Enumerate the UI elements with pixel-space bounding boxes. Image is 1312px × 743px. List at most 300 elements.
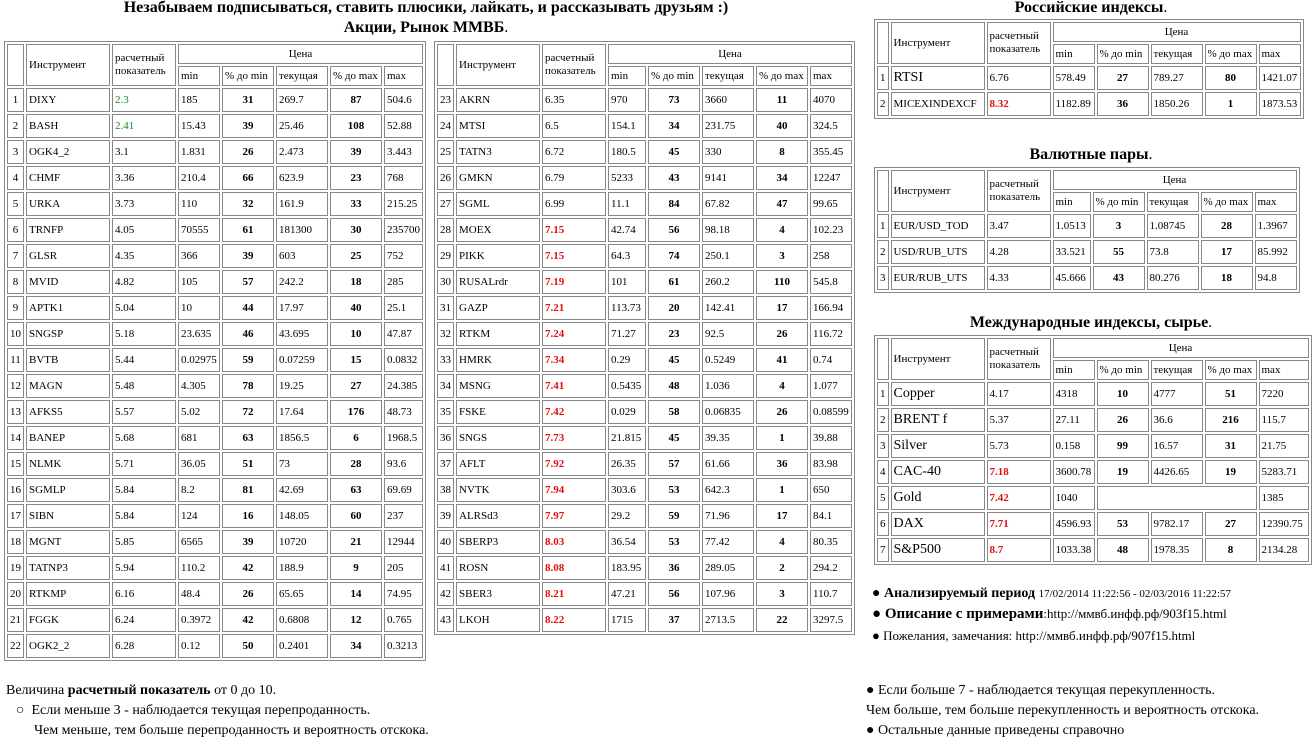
table-row	[877, 538, 1309, 562]
stocks-table-mid	[434, 41, 855, 635]
fx-title	[872, 146, 1310, 164]
row-number: 2	[877, 92, 889, 116]
header-min: min	[1053, 44, 1095, 64]
instrument-name: TRNFP	[26, 218, 110, 242]
current-value: 98.18	[702, 218, 754, 242]
table-row	[7, 140, 423, 164]
max-value: 258	[810, 244, 852, 268]
pct-to-max: 41	[756, 348, 808, 372]
calc-value: 4.35	[112, 244, 176, 268]
current-value: 25.46	[276, 114, 328, 138]
min-value: 8.2	[178, 478, 220, 502]
pct-to-max: 8	[756, 140, 808, 164]
min-value: 4.305	[178, 374, 220, 398]
max-value: 4070	[810, 88, 852, 112]
header-price: Цена	[1053, 22, 1301, 42]
header-max: max	[1259, 360, 1309, 380]
row-number: 9	[7, 296, 24, 320]
min-value: 180.5	[608, 140, 646, 164]
table-row	[877, 240, 1297, 264]
calc-value: 6.99	[542, 192, 606, 216]
min-value: 1.0513	[1053, 214, 1091, 238]
max-value: 12247	[810, 166, 852, 190]
min-value: 1715	[608, 608, 646, 632]
instrument-name: MOEX	[456, 218, 540, 242]
pct-to-min: 43	[648, 166, 700, 190]
current-value: 250.1	[702, 244, 754, 268]
description-link[interactable]: :http://ммвб.инфф.рф/903f15.html	[1043, 606, 1227, 621]
header-current: текущая	[702, 66, 754, 86]
calc-value: 3.36	[112, 166, 176, 190]
row-number: 1	[877, 382, 889, 406]
pct-to-min: 37	[648, 608, 700, 632]
header-pct-min: % до min	[1097, 360, 1149, 380]
instrument-name: NLMK	[26, 452, 110, 476]
min-value: 3600.78	[1053, 460, 1095, 484]
max-value: 93.6	[384, 452, 423, 476]
calc-value: 5.73	[987, 434, 1051, 458]
current-value: 71.96	[702, 504, 754, 528]
section-title-stocks	[0, 19, 852, 37]
header-instrument: Инструмент	[456, 44, 540, 86]
instrument-name: BVTB	[26, 348, 110, 372]
instrument-name: MICEXINDEXCF	[891, 92, 985, 116]
current-value: 2.473	[276, 140, 328, 164]
row-number: 7	[877, 538, 889, 562]
table-row	[877, 266, 1297, 290]
instrument-name: ROSN	[456, 556, 540, 580]
instrument-name: FGGK	[26, 608, 110, 632]
table-row	[7, 348, 423, 372]
pct-to-min: 53	[648, 478, 700, 502]
table-row	[437, 88, 852, 112]
min-value: 29.2	[608, 504, 646, 528]
calc-value: 7.24	[542, 322, 606, 346]
instrument-name: Copper	[891, 382, 985, 406]
row-number: 1	[877, 66, 889, 90]
table-row	[437, 400, 852, 424]
calc-value: 4.05	[112, 218, 176, 242]
row-number: 12	[7, 374, 24, 398]
pct-to-min: 61	[222, 218, 274, 242]
current-value: 1850.26	[1151, 92, 1203, 116]
row-number: 5	[877, 486, 889, 510]
bullet: ●	[872, 606, 885, 622]
current-value: 269.7	[276, 88, 328, 112]
pct-to-max: 10	[330, 322, 382, 346]
header-current: текущая	[1147, 192, 1199, 212]
max-value: 294.2	[810, 556, 852, 580]
current-value: 73	[276, 452, 328, 476]
calc-value: 4.28	[987, 240, 1051, 264]
pct-to-min: 57	[222, 270, 274, 294]
pct-to-max: 31	[1205, 434, 1257, 458]
min-value: 1040	[1053, 486, 1095, 510]
min-value: 42.74	[608, 218, 646, 242]
instrument-name: MSNG	[456, 374, 540, 398]
current-value: 17.97	[276, 296, 328, 320]
instrument-name: AFLT	[456, 452, 540, 476]
min-value: 1182.89	[1053, 92, 1095, 116]
min-value: 64.3	[608, 244, 646, 268]
max-value: 110.7	[810, 582, 852, 606]
header-instrument: Инструмент	[891, 170, 985, 212]
instrument-name: CAC-40	[891, 460, 985, 484]
table-row	[437, 504, 852, 528]
header-pct-max: % до max	[1201, 192, 1253, 212]
table-row	[437, 556, 852, 580]
row-number: 43	[437, 608, 454, 632]
current-value: 4426.65	[1151, 460, 1203, 484]
pct-to-min: 19	[1097, 460, 1149, 484]
calc-value: 3.1	[112, 140, 176, 164]
max-value: 12390.75	[1259, 512, 1309, 536]
current-value: 603	[276, 244, 328, 268]
row-number: 40	[437, 530, 454, 554]
description-label: Описание с примерами	[884, 606, 1044, 622]
pct-to-min: 20	[648, 296, 700, 320]
min-value: 0.3972	[178, 608, 220, 632]
calc-value: 6.16	[112, 582, 176, 606]
table-row	[7, 114, 423, 138]
min-value: 101	[608, 270, 646, 294]
row-number: 3	[877, 266, 889, 290]
pct-to-max: 18	[1201, 266, 1253, 290]
instrument-name: SNGS	[456, 426, 540, 450]
min-value: 5233	[608, 166, 646, 190]
calc-value: 5.94	[112, 556, 176, 580]
header-min: min	[1053, 192, 1091, 212]
instrument-name: LKOH	[456, 608, 540, 632]
current-value: 289.05	[702, 556, 754, 580]
pct-to-max: 36	[756, 452, 808, 476]
pct-to-max: 23	[330, 166, 382, 190]
header-max: max	[384, 66, 423, 86]
max-value: 74.95	[384, 582, 423, 606]
max-value: 80.35	[810, 530, 852, 554]
pct-to-min: 74	[648, 244, 700, 268]
max-value: 768	[384, 166, 423, 190]
row-number: 38	[437, 478, 454, 502]
row-number: 1	[7, 88, 24, 112]
calc-value: 7.71	[987, 512, 1051, 536]
header-num	[877, 22, 889, 64]
min-value: 578.49	[1053, 66, 1095, 90]
calc-value: 7.21	[542, 296, 606, 320]
current-value: 9141	[702, 166, 754, 190]
min-value: 0.029	[608, 400, 646, 424]
reference-text: Остальные данные приведены справочно	[877, 723, 1125, 738]
row-number: 32	[437, 322, 454, 346]
max-value: 504.6	[384, 88, 423, 112]
row-number: 3	[877, 434, 889, 458]
calc-value: 6.35	[542, 88, 606, 112]
max-value: 215.25	[384, 192, 423, 216]
min-value: 10	[178, 296, 220, 320]
min-value: 70555	[178, 218, 220, 242]
legend-line-1	[6, 683, 276, 699]
header-min: min	[178, 66, 220, 86]
intl-title-text: Международные индексы, сырье	[969, 314, 1209, 331]
row-number: 33	[437, 348, 454, 372]
pct-to-min: 78	[222, 374, 274, 398]
pct-to-max: 40	[756, 114, 808, 138]
table-row	[437, 426, 852, 450]
row-number: 26	[437, 166, 454, 190]
pct-to-max: 216	[1205, 408, 1257, 432]
pct-to-min: 32	[222, 192, 274, 216]
calc-value: 5.18	[112, 322, 176, 346]
pct-to-max: 51	[1205, 382, 1257, 406]
table-row	[437, 608, 852, 632]
header-calc: расчетный показатель	[987, 170, 1051, 212]
max-value: 166.94	[810, 296, 852, 320]
current-value: 39.35	[702, 426, 754, 450]
calc-value: 5.04	[112, 296, 176, 320]
min-value: 0.02975	[178, 348, 220, 372]
max-value: 285	[384, 270, 423, 294]
pct-to-min: 61	[648, 270, 700, 294]
calc-value: 8.7	[987, 538, 1051, 562]
pct-to-max: 26	[756, 400, 808, 424]
instrument-name: USD/RUB_UTS	[891, 240, 985, 264]
instrument-name: TATN3	[456, 140, 540, 164]
overbought-text: Если больше 7 - наблюдается текущая перекупленность.	[877, 683, 1216, 698]
pct-to-max: 22	[756, 608, 808, 632]
header-pct-max: % до max	[330, 66, 382, 86]
pct-to-min: 36	[1097, 92, 1149, 116]
current-value: 642.3	[702, 478, 754, 502]
table-row	[7, 556, 423, 580]
header-price: Цена	[178, 44, 423, 64]
pct-to-min: 26	[222, 582, 274, 606]
max-value: 752	[384, 244, 423, 268]
pct-to-min: 26	[1097, 408, 1149, 432]
pct-to-max: 1	[1205, 92, 1257, 116]
pct-to-max: 21	[330, 530, 382, 554]
table-row	[7, 166, 423, 190]
table-row	[437, 140, 852, 164]
table-row	[437, 530, 852, 554]
calc-value: 5.48	[112, 374, 176, 398]
row-number: 2	[877, 408, 889, 432]
instrument-name: PIKK	[456, 244, 540, 268]
row-number: 2	[877, 240, 889, 264]
pct-to-min: 56	[648, 582, 700, 606]
pct-to-max: 19	[1205, 460, 1257, 484]
page-title: Незабываем подписываться, ставить плюсики, лайкать, и рассказывать друзьям :)	[123, 0, 729, 16]
row-number: 15	[7, 452, 24, 476]
calc-value: 5.71	[112, 452, 176, 476]
oversold-detail: Чем меньше, тем больше перепроданность и вероятность отскока.	[34, 723, 429, 738]
header-pct-min: % до min	[1093, 192, 1145, 212]
calc-value: 6.5	[542, 114, 606, 138]
table-row	[877, 92, 1301, 116]
row-number: 30	[437, 270, 454, 294]
header-max: max	[1255, 192, 1297, 212]
header-pct-min: % до min	[222, 66, 274, 86]
max-value: 235700	[384, 218, 423, 242]
min-value: 23.635	[178, 322, 220, 346]
current-value: 142.41	[702, 296, 754, 320]
current-value: 0.07259	[276, 348, 328, 372]
calc-value: 8.03	[542, 530, 606, 554]
min-value: 1033.38	[1053, 538, 1095, 562]
table-row	[437, 166, 852, 190]
instrument-name: BASH	[26, 114, 110, 138]
table-row	[877, 66, 1301, 90]
pct-to-max: 87	[330, 88, 382, 112]
pct-to-min: 48	[1097, 538, 1149, 562]
pct-to-max: 80	[1205, 66, 1257, 90]
max-value: 52.88	[384, 114, 423, 138]
max-value: 116.72	[810, 322, 852, 346]
table-row	[437, 244, 852, 268]
header-min: min	[608, 66, 646, 86]
max-value: 3.443	[384, 140, 423, 164]
pct-to-max: 1	[756, 478, 808, 502]
row-number: 16	[7, 478, 24, 502]
min-value: 113.73	[608, 296, 646, 320]
row-number: 7	[7, 244, 24, 268]
period-value: 17/02/2014 11:22:56 - 02/03/2016 11:22:57	[1038, 588, 1231, 600]
pct-to-min: 59	[648, 504, 700, 528]
max-value: 205	[384, 556, 423, 580]
min-value: 21.815	[608, 426, 646, 450]
instrument-name: ALRSd3	[456, 504, 540, 528]
row-number: 4	[877, 460, 889, 484]
calc-value: 7.19	[542, 270, 606, 294]
max-value: 2134.28	[1259, 538, 1309, 562]
current-value: 9782.17	[1151, 512, 1203, 536]
table-row	[7, 88, 423, 112]
pct-to-max: 28	[1201, 214, 1253, 238]
header-calc: расчетный показатель	[112, 44, 176, 86]
current-value: 77.42	[702, 530, 754, 554]
pct-to-max: 33	[330, 192, 382, 216]
calc-value: 8.21	[542, 582, 606, 606]
row-number: 28	[437, 218, 454, 242]
table-row	[877, 434, 1309, 458]
max-value: 0.74	[810, 348, 852, 372]
instrument-name: URKA	[26, 192, 110, 216]
circle-bullet: ○	[16, 703, 32, 718]
row-number: 13	[7, 400, 24, 424]
min-value: 36.05	[178, 452, 220, 476]
instrument-name: RTSI	[891, 66, 985, 90]
max-value: 0.0832	[384, 348, 423, 372]
row-number: 37	[437, 452, 454, 476]
period-note	[872, 586, 1231, 602]
table-row	[7, 192, 423, 216]
table-row	[7, 400, 423, 424]
min-value: 105	[178, 270, 220, 294]
min-value: 11.1	[608, 192, 646, 216]
header-pct-max: % до max	[756, 66, 808, 86]
pct-to-min: 44	[222, 296, 274, 320]
max-value: 94.8	[1255, 266, 1297, 290]
calc-value: 6.24	[112, 608, 176, 632]
instrument-name: SGMLP	[26, 478, 110, 502]
table-row	[437, 192, 852, 216]
header-pct-max: % до max	[1205, 360, 1257, 380]
row-number: 34	[437, 374, 454, 398]
max-value: 1421.07	[1259, 66, 1301, 90]
pct-to-min: 53	[648, 530, 700, 554]
pct-to-min: 43	[1093, 266, 1145, 290]
bullet: ●	[872, 586, 884, 601]
pct-to-min: 3	[1093, 214, 1145, 238]
calc-value: 7.34	[542, 348, 606, 372]
table-row	[7, 244, 423, 268]
legend-term: расчетный показатель	[67, 683, 211, 698]
header-min: min	[1053, 360, 1095, 380]
max-value: 1968.5	[384, 426, 423, 450]
current-value: 0.5249	[702, 348, 754, 372]
intl-title	[872, 314, 1310, 332]
instrument-name: GLSR	[26, 244, 110, 268]
max-value: 1873.53	[1259, 92, 1301, 116]
instrument-name: DAX	[891, 512, 985, 536]
max-value: 1.3967	[1255, 214, 1297, 238]
table-row	[877, 512, 1309, 536]
ru-indices-title	[872, 0, 1310, 17]
row-number: 24	[437, 114, 454, 138]
max-value: 7220	[1259, 382, 1309, 406]
min-value: 71.27	[608, 322, 646, 346]
header-price: Цена	[608, 44, 852, 64]
calc-value: 5.85	[112, 530, 176, 554]
pct-to-min: 46	[222, 322, 274, 346]
pct-to-min: 51	[222, 452, 274, 476]
section-title-text: Акции, Рынок ММВБ	[343, 19, 505, 36]
max-value: 85.992	[1255, 240, 1297, 264]
row-number: 35	[437, 400, 454, 424]
pct-to-min: 73	[648, 88, 700, 112]
min-value: 45.666	[1053, 266, 1091, 290]
pct-to-min: 48	[648, 374, 700, 398]
header-price: Цена	[1053, 170, 1297, 190]
pct-to-max: 6	[330, 426, 382, 450]
bullet: ●	[866, 723, 878, 738]
min-value: 124	[178, 504, 220, 528]
max-value: 650	[810, 478, 852, 502]
table-row	[7, 478, 423, 502]
wishes-text[interactable]: Пожелания, замечания: http://ммвб.инфф.рф/907f15.html	[883, 628, 1196, 643]
instrument-name: GAZP	[456, 296, 540, 320]
current-value: 0.6808	[276, 608, 328, 632]
legend-line-3	[34, 723, 429, 739]
max-value: 0.3213	[384, 634, 423, 658]
pct-to-max: 18	[330, 270, 382, 294]
calc-value: 7.42	[542, 400, 606, 424]
current-value: 36.6	[1151, 408, 1203, 432]
pct-to-max: 3	[756, 244, 808, 268]
pct-to-max: 47	[756, 192, 808, 216]
current-value: 0.06835	[702, 400, 754, 424]
table-row	[437, 322, 852, 346]
header-pct-max: % до max	[1205, 44, 1257, 64]
pct-to-max: 2	[756, 556, 808, 580]
table-row	[7, 452, 423, 476]
pct-to-max: 17	[756, 296, 808, 320]
table-row	[7, 296, 423, 320]
current-value: 0.2401	[276, 634, 328, 658]
min-value: 36.54	[608, 530, 646, 554]
min-value: 110.2	[178, 556, 220, 580]
description-note	[872, 606, 1227, 623]
max-value: 99.65	[810, 192, 852, 216]
